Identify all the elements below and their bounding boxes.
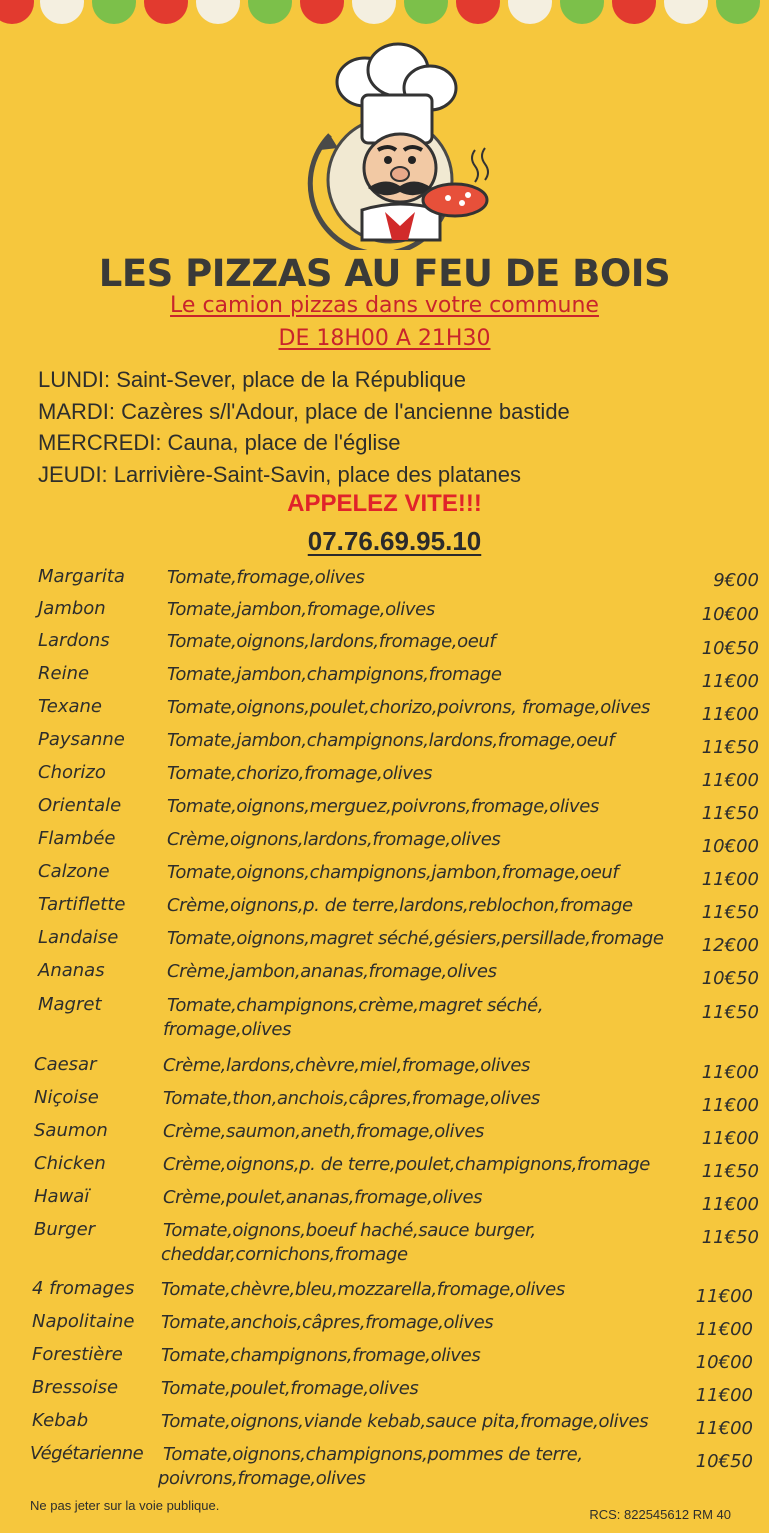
dot [456, 0, 500, 24]
dot [404, 0, 448, 24]
pizza-name: Chicken [34, 1153, 106, 1174]
pizza-ingredients: Tomate,jambon,fromage,olives [167, 599, 435, 620]
pizza-name: Burger [34, 1219, 96, 1240]
dot [196, 0, 240, 24]
pizza-ingredients: Crème,oignons,p. de terre,poulet,champignons,fromage [163, 1154, 650, 1175]
pizza-name: Niçoise [34, 1087, 99, 1108]
dot [248, 0, 292, 24]
pizza-ingredients: Tomate,oignons,merguez,poivrons,fromage,olives [167, 796, 599, 817]
dot [560, 0, 604, 24]
dot [92, 0, 136, 24]
pizza-price: 11€00 [695, 1418, 753, 1439]
pizza-ingredients: Tomate,champignons,fromage,olives [161, 1345, 481, 1366]
pizza-name: Hawaï [34, 1186, 90, 1207]
pizza-name: Landaise [38, 927, 119, 948]
dot [508, 0, 552, 24]
pizza-name: Forestière [32, 1344, 123, 1365]
pizza-price: 12€00 [701, 935, 759, 956]
pizza-price: 10€00 [701, 836, 759, 857]
pizza-ingredients: Tomate,oignons,viande kebab,sauce pita,fromage,olives [161, 1411, 649, 1432]
pizza-name: Reine [38, 663, 90, 684]
pizza-ingredients: Tomate,champignons,crème,magret séché, [167, 995, 544, 1016]
pizza-name: Texane [38, 696, 103, 717]
pizza-name: Magret [38, 994, 102, 1015]
dot [612, 0, 656, 24]
pizza-price: 11€00 [701, 869, 759, 890]
schedule-line: MERCREDI: Cauna, place de l'église [38, 430, 401, 455]
pizza-price: 11€00 [701, 1128, 759, 1149]
pizza-ingredients: Tomate,fromage,olives [167, 567, 365, 588]
pizza-price: 11€00 [701, 1095, 759, 1116]
footer-rcs: RCS: 822545612 RM 40 [589, 1507, 731, 1522]
pizza-name: Saumon [34, 1120, 108, 1141]
pizza-price: 10€00 [695, 1352, 753, 1373]
pizza-name: Bressoise [32, 1377, 119, 1398]
pizza-name: Végétarienne [30, 1443, 144, 1464]
pizza-name: Jambon [38, 598, 106, 619]
pizza-name: Calzone [38, 861, 110, 882]
pizza-ingredients: Crème,saumon,aneth,fromage,olives [163, 1121, 485, 1142]
pizza-ingredients: Tomate,oignons,lardons,fromage,oeuf [167, 631, 496, 652]
pizza-name: Chorizo [38, 762, 106, 783]
pizza-ingredients: Tomate,oignons,poulet,chorizo,poivrons, fromage,olives [167, 697, 650, 718]
dot [300, 0, 344, 24]
pizza-price: 11€50 [701, 1161, 759, 1182]
pizza-price: 11€50 [701, 902, 759, 923]
pizza-ingredients: Crème,jambon,ananas,fromage,olives [167, 961, 497, 982]
pizza-ingredients-cont: fromage,olives [163, 1019, 292, 1040]
dot [664, 0, 708, 24]
page-title: LES PIZZAS AU FEU DE BOIS [98, 252, 671, 295]
pizza-ingredients: Tomate,anchois,câpres,fromage,olives [161, 1312, 494, 1333]
schedule-line: LUNDI: Saint-Sever, place de la République [38, 367, 467, 392]
pizza-ingredients: Tomate,oignons,magret séché,gésiers,persillade,fromage [167, 928, 664, 949]
pizza-ingredients: Crème,oignons,lardons,fromage,olives [167, 829, 501, 850]
pizza-price: 11€00 [695, 1385, 753, 1406]
pizza-name: Caesar [34, 1054, 97, 1075]
dot [716, 0, 760, 24]
pizza-ingredients: Tomate,chorizo,fromage,olives [167, 763, 433, 784]
pizza-price: 11€50 [701, 803, 759, 824]
pizza-name: Orientale [38, 795, 122, 816]
pizza-price: 11€00 [701, 1062, 759, 1083]
opening-hours: DE 18H00 A 21H30 [278, 326, 491, 351]
call-to-action: APPELEZ VITE!!! [287, 490, 482, 517]
pizza-ingredients: Tomate,jambon,champignons,lardons,fromage,oeuf [167, 730, 615, 751]
pizza-price: 11€00 [701, 770, 759, 791]
pizza-price: 11€50 [701, 1002, 759, 1023]
pizza-ingredients: Crème,poulet,ananas,fromage,olives [163, 1187, 483, 1208]
pizza-price: 11€50 [701, 737, 759, 758]
pizza-ingredients: Tomate,chèvre,bleu,mozzarella,fromage,olives [161, 1279, 565, 1300]
pizza-name: Kebab [32, 1410, 89, 1431]
pizza-ingredients: Tomate,jambon,champignons,fromage [167, 664, 502, 685]
pizza-name: Napolitaine [32, 1311, 135, 1332]
pizza-price: 10€50 [701, 638, 759, 659]
pizza-name: Margarita [38, 566, 125, 587]
pizza-price: 11€00 [701, 1194, 759, 1215]
pizza-price: 10€00 [701, 604, 759, 625]
pizza-ingredients: Crème,oignons,p. de terre,lardons,reblochon,fromage [167, 895, 633, 916]
pizza-ingredients-cont: poivrons,fromage,olives [158, 1468, 366, 1489]
pizza-name: Tartiflette [38, 894, 126, 915]
pizza-price: 10€50 [701, 968, 759, 989]
pizza-ingredients: Crème,lardons,chèvre,miel,fromage,olives [163, 1055, 530, 1076]
pizza-ingredients-cont: cheddar,cornichons,fromage [161, 1244, 408, 1265]
pizza-price: 11€00 [695, 1286, 753, 1307]
pizza-price: 11€00 [701, 704, 759, 725]
footer-notice: Ne pas jeter sur la voie publique. [30, 1498, 220, 1513]
dot [144, 0, 188, 24]
chef-logo-icon [290, 40, 490, 250]
pizza-price: 11€00 [701, 671, 759, 692]
pizza-price: 11€50 [701, 1227, 759, 1248]
schedule-line: JEUDI: Larrivière-Saint-Savin, place des platanes [38, 461, 522, 487]
pizza-name: 4 fromages [32, 1278, 135, 1299]
subtitle: Le camion pizzas dans votre commune [170, 293, 599, 318]
decorative-dots-border [0, 0, 769, 26]
phone-number[interactable]: 07.76.69.95.10 [307, 526, 482, 556]
pizza-name: Lardons [38, 630, 110, 651]
pizza-price: 10€50 [695, 1451, 753, 1472]
pizza-ingredients: Tomate,oignons,champignons,jambon,fromage,oeuf [167, 862, 619, 883]
dot [0, 0, 34, 24]
pizza-name: Flambée [38, 828, 116, 849]
pizza-name: Ananas [38, 960, 105, 981]
dot [352, 0, 396, 24]
pizza-name: Paysanne [38, 729, 125, 750]
schedule-line: MARDI: Cazères s/l'Adour, place de l'ancienne bastide [38, 398, 570, 424]
pizza-ingredients: Tomate,oignons,boeuf haché,sauce burger, [163, 1220, 536, 1241]
pizza-ingredients: Tomate,thon,anchois,câpres,fromage,olives [163, 1088, 540, 1109]
pizza-ingredients: Tomate,poulet,fromage,olives [161, 1378, 419, 1399]
pizza-price: 11€00 [695, 1319, 753, 1340]
pizza-price: 9€00 [713, 570, 759, 591]
pizza-ingredients: Tomate,oignons,champignons,pommes de terre, [163, 1444, 583, 1465]
dot [40, 0, 84, 24]
weekly-schedule [38, 364, 758, 490]
